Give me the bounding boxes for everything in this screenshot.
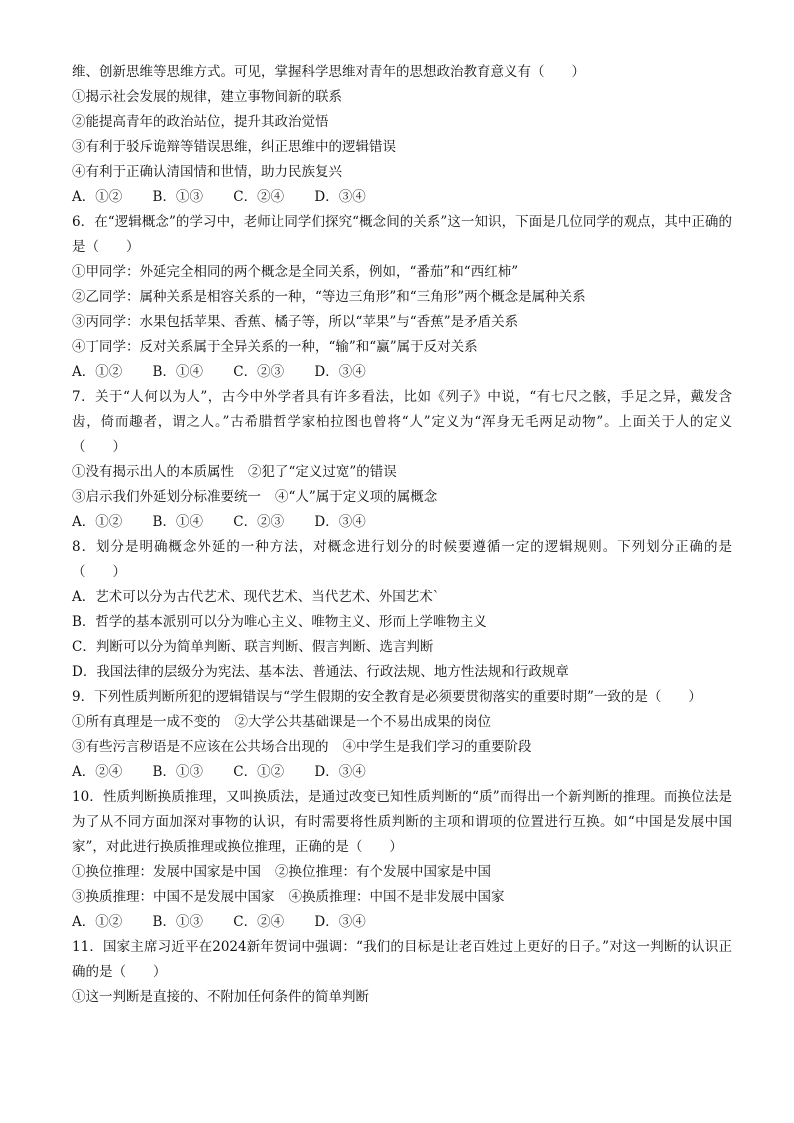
q6-option-b: B．①④ [152,364,203,380]
q11-stem: 11．国家主席习近平在2024新年贺词中强调：“我们的目标是让老百姓过上更好的日子。”对这一判断的认识正确的是（ ） [72,939,732,980]
q7-options [72,510,732,535]
q6-item-4: ④丁同学：反对关系属于全异关系的一种，“输”和“赢”属于反对关系 [72,339,478,355]
q5-stem-tail: 维、创新思维等思维方式。可见，掌握科学思维对青年的思想政治教育意义有（ ） [72,64,585,80]
q10-items-row-1 [72,860,732,885]
q10-stem: 10．性质判断换质推理，又叫换质法，是通过改变已知性质判断的“质”而得出一个新判断的推理。而换位法是为了从不同方面加深对事物的认识，有时需要将性质判断的主项和谓项的位置进行互换。如“中国是发展中国家”，对此进行换质推理或换位推理，正确的是（ ） [72,789,732,855]
q6-option-d: D．③④ [314,364,366,380]
q9-option-d: D．③④ [314,764,366,780]
q10-option-a: A．①② [72,914,123,930]
q10-option-d: D．③④ [314,914,366,930]
q9-item-2: ②大学公共基础课是一个不易出成果的岗位 [234,714,491,730]
q6-item-1: ①甲同学：外延完全相同的两个概念是全同关系，例如，“番茄”和“西红柿” [72,264,519,280]
q9-option-b: B．①③ [152,764,203,780]
q6-options [72,360,732,385]
q5-item-1: ①揭示社会发展的规律，建立事物间新的联系 [72,89,342,105]
q11-item-1: ①这一判断是直接的、不附加任何条件的简单判断 [72,989,369,1005]
q6-item-2: ②乙同学：属种关系是相容关系的一种，“等边三角形”和“三角形”两个概念是属种关系 [72,289,586,305]
q9-item-1: ①所有真理是一成不变的 [72,714,221,730]
q10-item-2: ②换位推理：有个发展中国家是中国 [275,864,491,880]
q7-option-c: C．②③ [233,514,285,530]
q8-choice-c: C．判断可以分为简单判断、联言判断、假言判断、选言判断 [72,639,434,655]
q5-option-c: C．②④ [233,189,285,205]
q9-items-row-1 [72,710,732,735]
q6-stem: 6．在“逻辑概念”的学习中，老师让同学们探究“概念间的关系”这一知识，下面是几位同学的观点，其中正确的是（ ） [72,214,732,255]
q10-options [72,910,732,935]
q10-option-b: B．①③ [152,914,203,930]
q10-item-1: ①换位推理：发展中国家是中国 [72,864,261,880]
q5-option-b: B．①③ [152,189,203,205]
q9-stem: 9．下列性质判断所犯的逻辑错误与“学生假期的安全教育是必须要贯彻落实的重要时期”一致的是（ ） [72,689,702,705]
q5-options [72,185,732,210]
exam-page [72,60,732,1010]
q9-option-c: C．①② [233,764,285,780]
q9-options [72,760,732,785]
q7-item-3: ③启示我们外延划分标准要统一 [72,489,261,505]
q6-option-c: C．②③ [233,364,285,380]
q10-items-row-2 [72,885,732,910]
q5-item-3: ③有利于驳斥诡辩等错误思维，纠正思维中的逻辑错误 [72,139,396,155]
q9-items-row-2 [72,735,732,760]
q9-item-3: ③有些污言秽语是不应该在公共场合出现的 [72,739,329,755]
q7-option-a: A．①② [72,514,123,530]
q7-option-b: B．①④ [152,514,203,530]
q10-item-4: ④换质推理：中国不是非发展中国家 [288,889,505,905]
q10-option-c: C．②④ [233,914,285,930]
q7-item-4: ④“人”属于定义项的属概念 [275,489,438,505]
q5-item-2: ②能提高青年的政治站位，提升其政治觉悟 [72,114,329,130]
q7-item-2: ②犯了“定义过宽”的错误 [248,464,397,480]
q7-items-row-2 [72,485,732,510]
q5-option-a: A．①② [72,189,123,205]
q7-item-1: ①没有揭示出人的本质属性 [72,464,234,480]
q8-choice-a: A．艺术可以分为古代艺术、现代艺术、当代艺术、外国艺术` [72,589,440,605]
q9-item-4: ④中学生是我们学习的重要阶段 [342,739,532,755]
q8-choice-b: B．哲学的基本派别可以分为唯心主义、唯物主义、形而上学唯物主义 [72,614,487,630]
q7-items-row-1 [72,460,732,485]
q7-stem: 7．关于“人何以为人”，古今中外学者具有许多看法，比如《列子》中说，“有七尺之骸，手足之异，戴发含齿，倚而趣者，谓之人。”古希腊哲学家柏拉图也曾将“人”定义为“浑身无毛两足动物”。上面关于人的定义（ ） [72,389,732,455]
q8-stem: 8．划分是明确概念外延的一种方法，对概念进行划分的时候要遵循一定的逻辑规则。下列划分正确的是（ ） [72,539,732,580]
q10-item-3: ③换质推理：中国不是发展中国家 [72,889,275,905]
q6-item-3: ③丙同学：水果包括苹果、香蕉、橘子等，所以“苹果”与“香蕉”是矛盾关系 [72,314,519,330]
q6-option-a: A．①② [72,364,123,380]
q8-choice-d: D．我国法律的层级分为宪法、基本法、普通法、行政法规、地方性法规和行政规章 [72,664,569,680]
q9-option-a: A．②④ [72,764,123,780]
q5-item-4: ④有利于正确认清国情和世情，助力民族复兴 [72,164,342,180]
q7-option-d: D．③④ [314,514,366,530]
q5-option-d: D．③④ [314,189,366,205]
